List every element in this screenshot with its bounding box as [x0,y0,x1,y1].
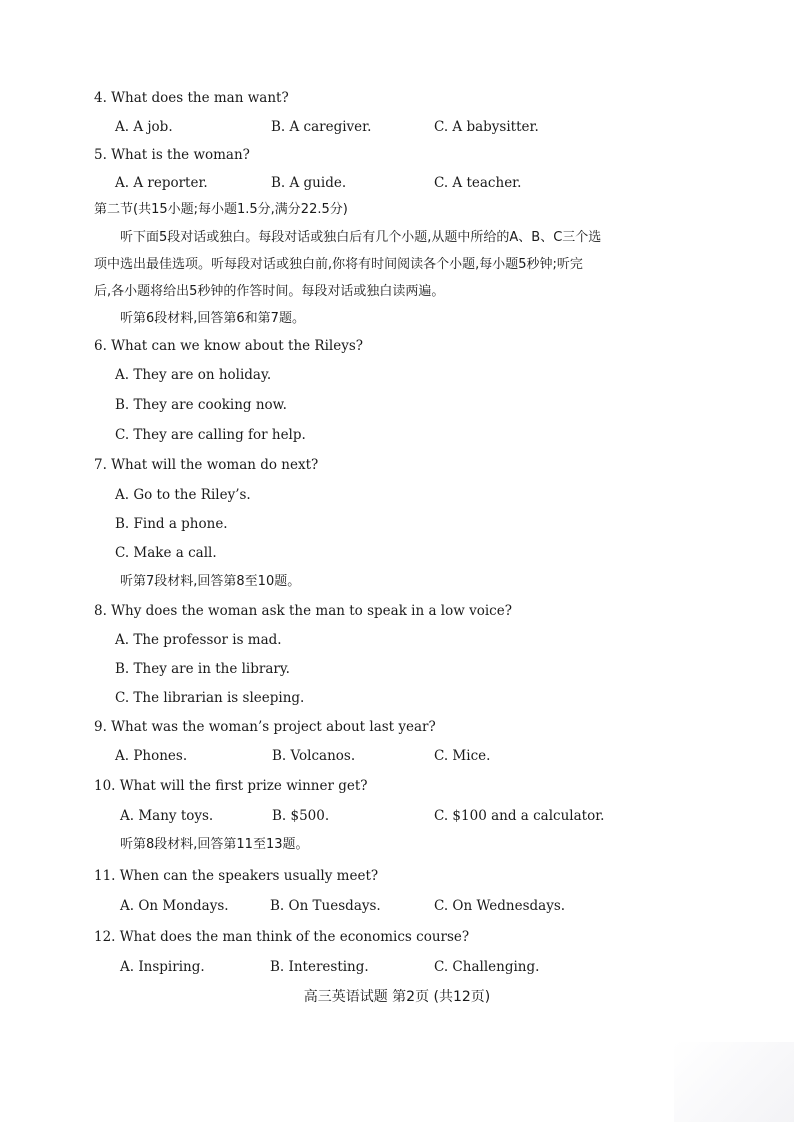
scan-shadow [674,1042,794,1122]
question-8-option-b: B. They are in the library. [115,661,290,677]
question-4-option-b: B. A caregiver. [271,119,372,135]
question-10-option-c: C. $100 and a calculator. [434,808,605,824]
question-12-option-c: C. Challenging. [434,959,540,975]
question-7-option-c: C. Make a call. [115,545,217,561]
question-8-option-a: A. The professor is mad. [115,632,282,648]
question-5-option-a: A. A reporter. [115,175,208,191]
question-9-option-a: A. Phones. [115,748,188,764]
question-6-stem: 6. What can we know about the Rileys? [94,338,363,354]
page-footer: 高三英语试题 第2页 (共12页) [303,989,491,1005]
question-4-option-a: A. A job. [115,119,173,135]
passage-7-prompt: 听第7段材料,回答第8至10题。 [120,574,301,589]
question-7-option-b: B. Find a phone. [115,516,228,532]
question-12-stem: 12. What does the man think of the economics course? [94,929,470,945]
question-11-option-c: C. On Wednesdays. [434,898,566,914]
question-7-option-a: A. Go to the Riley’s. [115,487,251,503]
section-instruction-line-2: 项中选出最佳选项。听每段对话或独白前,你将有时间阅读各个小题,每小题5秒钟;听完 [94,257,583,272]
section-instruction-line-1: 听下面5段对话或独白。每段对话或独白后有几个小题,从题中所给的A、B、C三个选 [120,230,602,245]
question-4-stem: 4. What does the man want? [94,90,289,106]
question-5-stem: 5. What is the woman? [94,147,250,163]
question-12-option-a: A. Inspiring. [120,959,205,975]
question-9-option-b: B. Volcanos. [272,748,356,764]
section-instruction-line-3: 后,各小题将给出5秒钟的作答时间。每段对话或独白读两遍。 [94,284,445,299]
question-10-option-b: B. $500. [272,808,330,824]
question-10-option-a: A. Many toys. [120,808,214,824]
question-5-option-c: C. A teacher. [434,175,522,191]
question-6-option-c: C. They are calling for help. [115,427,306,443]
question-12-option-b: B. Interesting. [270,959,369,975]
question-11-option-b: B. On Tuesdays. [270,898,381,914]
passage-8-prompt: 听第8段材料,回答第11至13题。 [120,837,309,852]
question-11-option-a: A. On Mondays. [120,898,229,914]
question-10-stem: 10. What will the first prize winner get? [94,778,368,794]
question-9-option-c: C. Mice. [434,748,491,764]
question-11-stem: 11. When can the speakers usually meet? [94,868,379,884]
passage-6-prompt: 听第6段材料,回答第6和第7题。 [120,311,305,326]
question-9-stem: 9. What was the woman’s project about last year? [94,719,436,735]
question-5-option-b: B. A guide. [271,175,347,191]
question-6-option-b: B. They are cooking now. [115,397,287,413]
question-8-stem: 8. Why does the woman ask the man to speak in a low voice? [94,603,512,619]
question-8-option-c: C. The librarian is sleeping. [115,690,305,706]
section-heading: 第二节(共15小题;每小题1.5分,满分22.5分) [94,202,348,217]
question-6-option-a: A. They are on holiday. [115,367,272,383]
question-7-stem: 7. What will the woman do next? [94,457,319,473]
question-4-option-c: C. A babysitter. [434,119,539,135]
